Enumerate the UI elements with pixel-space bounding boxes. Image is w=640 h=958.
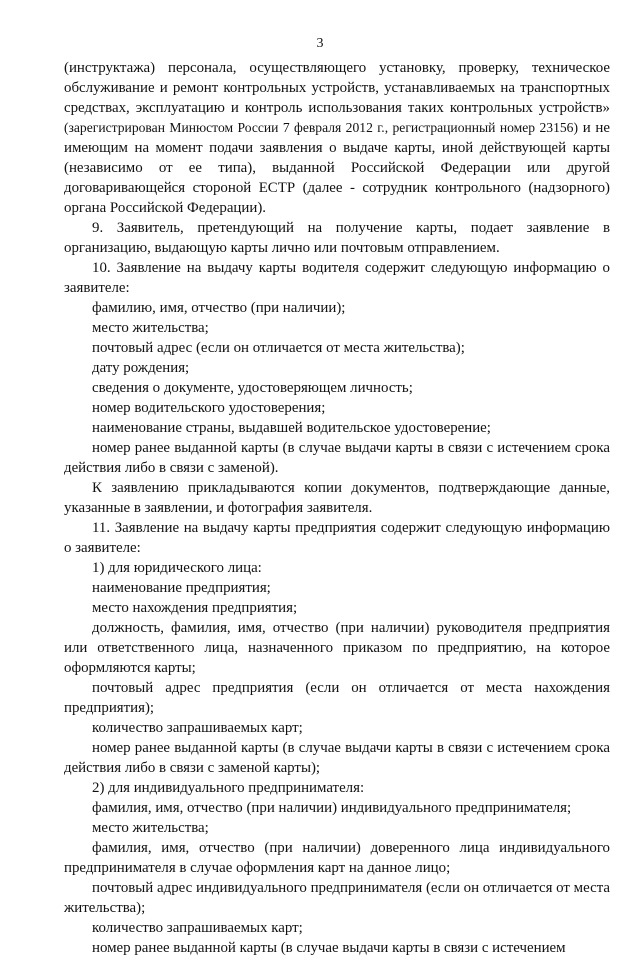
list-item: номер ранее выданной карты (в случае выдачи карты в связи с истечением срока действия либо в связи с заменой).: [64, 440, 610, 476]
list-item: номер водительского удостоверения;: [92, 400, 326, 416]
registration-note: (зарегистрирован Минюстом России 7 февраля 2012 г., регистрационный номер 23156): [64, 120, 578, 135]
list-item: почтовый адрес индивидуального предпринимателя (если он отличается от места жительства);: [64, 880, 610, 916]
list-item: наименование предприятия;: [92, 580, 271, 596]
list-item: количество запрашиваемых карт;: [92, 920, 303, 936]
list-item: номер ранее выданной карты (в случае выдачи карты в связи с истечением: [92, 940, 566, 956]
subsection-heading: 2) для индивидуального предпринимателя:: [92, 780, 365, 796]
list-item: место жительства;: [92, 320, 209, 336]
list-item: дату рождения;: [92, 360, 190, 376]
list-item: место нахождения предприятия;: [92, 600, 298, 616]
paragraph-item-10: 10. Заявление на выдачу карты водителя содержит следующую информацию о заявителе:: [64, 260, 610, 296]
list-item: фамилия, имя, отчество (при наличии) доверенного лица индивидуального предпринимателя в случае оформления карт на данное лицо;: [64, 840, 610, 876]
paragraph-continuation: [64, 58, 610, 218]
list-item: фамилию, имя, отчество (при наличии);: [92, 300, 346, 316]
paragraph-attachments: К заявлению прикладываются копии документов, подтверждающие данные, указанные в заявлении, и фотография заявителя.: [64, 480, 610, 516]
list-item: наименование страны, выдавшей водительское удостоверение;: [92, 420, 491, 436]
list-item: сведения о документе, удостоверяющем личность;: [92, 380, 413, 396]
list-item: количество запрашиваемых карт;: [92, 720, 303, 736]
paragraph-item-9: 9. Заявитель, претендующий на получение карты, подает заявление в организацию, выдающую карты лично или почтовым отправлением.: [64, 220, 610, 256]
paragraph-text: и не имеющим на момент подачи заявления о выдаче карты, иной действующей карты (независимо от ее типа), выданной Российской Федерации или другой договаривающейся стороной ЕСТР (далее - сотрудник контрольного (надзорного) органа Российской Федерации).: [64, 120, 610, 216]
subsection-heading: 1) для юридического лица:: [92, 560, 262, 576]
list-item: должность, фамилия, имя, отчество (при наличии) руководителя предприятия или ответственного лица, назначенного приказом по предприятию, на которое оформляются карты;: [64, 620, 610, 676]
list-item: фамилия, имя, отчество (при наличии) индивидуального предпринимателя;: [92, 800, 572, 816]
page-number: 3: [316, 36, 324, 51]
paragraph-item-11: 11. Заявление на выдачу карты предприятия содержит следующую информацию о заявителе:: [64, 520, 610, 556]
document-body: [64, 58, 610, 958]
list-item: почтовый адрес (если он отличается от места жительства);: [92, 340, 465, 356]
list-item: почтовый адрес предприятия (если он отличается от места нахождения предприятия);: [64, 680, 610, 716]
list-item: номер ранее выданной карты (в случае выдачи карты в связи с истечением срока действия либо в связи с заменой карты);: [64, 740, 610, 776]
list-item: место жительства;: [92, 820, 209, 836]
paragraph-text: (инструктажа) персонала, осуществляющего установку, проверку, техническое обслуживание и ремонт контрольных устройств, устанавливаемых на транспортных средствах, эксплуатацию и контроль использования таких контрольных устройств»: [64, 60, 610, 116]
